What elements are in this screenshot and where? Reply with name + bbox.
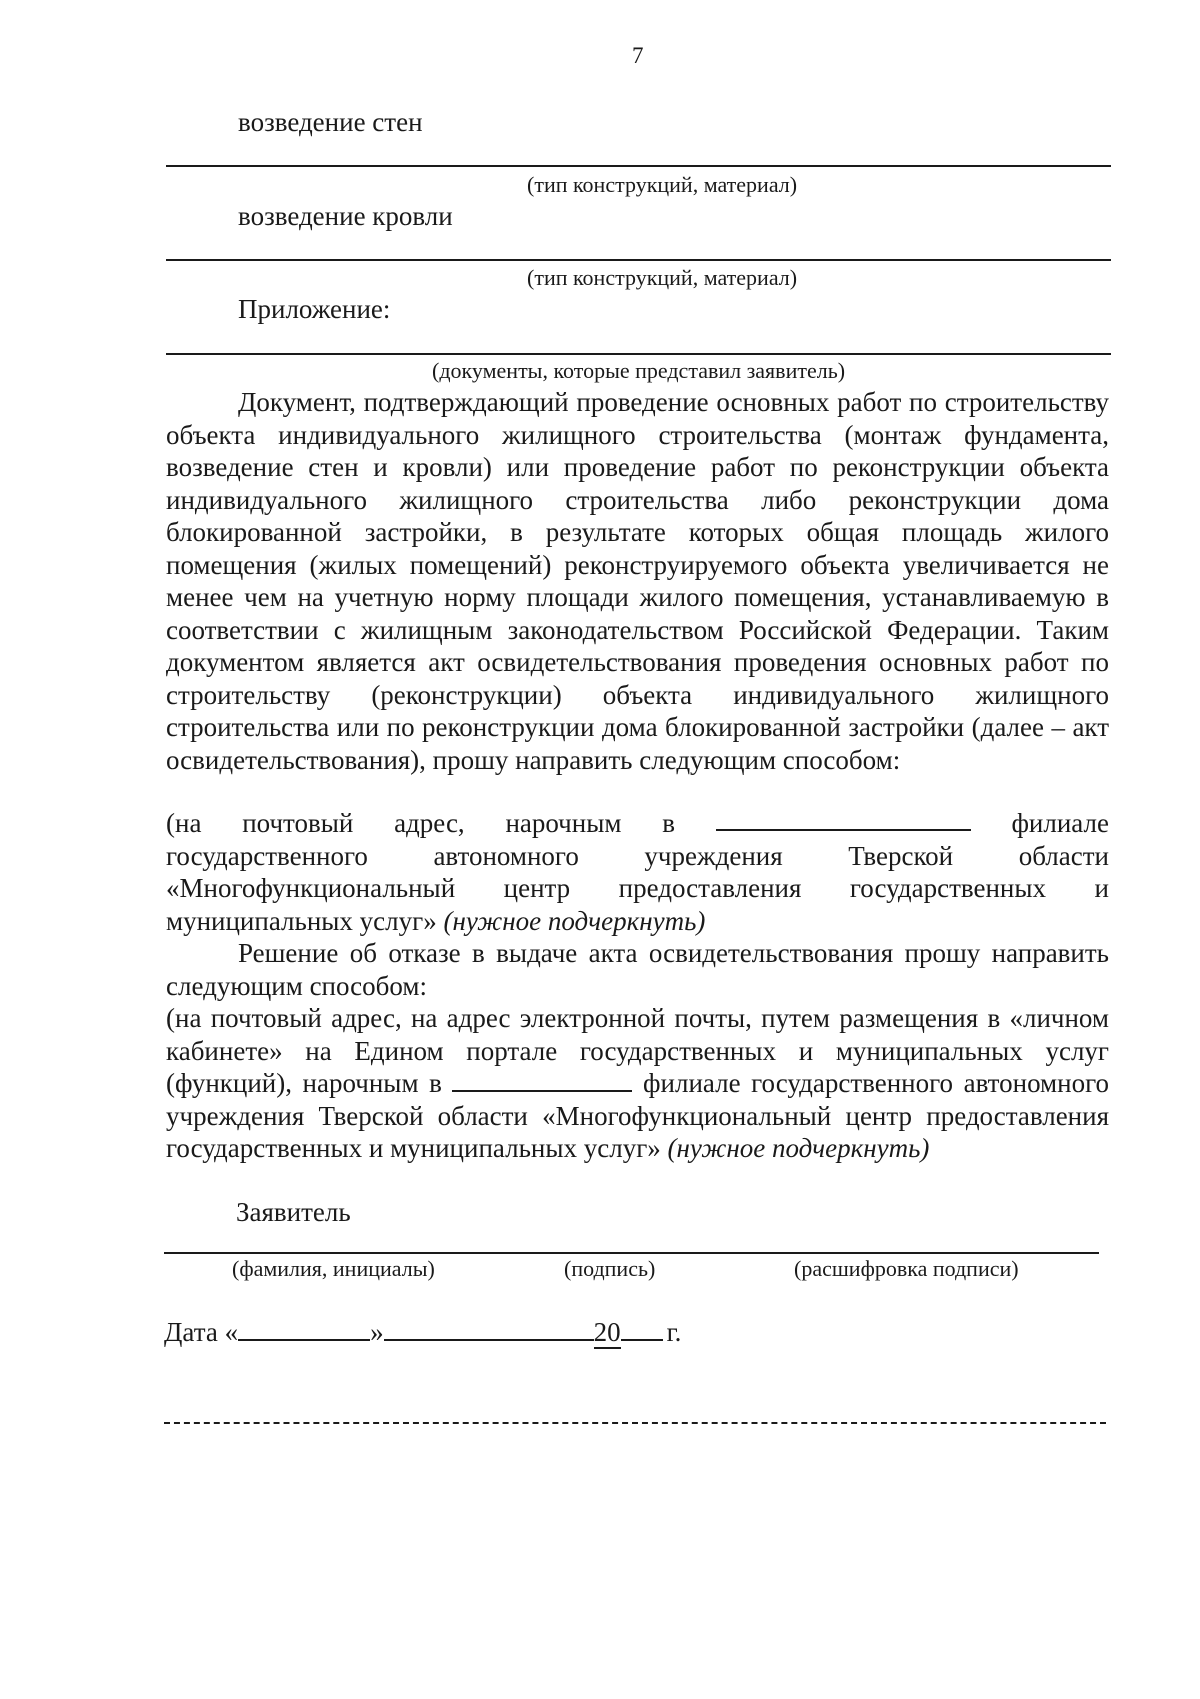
delivery-word: (на [166,808,202,838]
attachment-label: Приложение: [238,294,391,324]
delivery-word: Тверской [848,840,954,871]
attachment-blank-line [166,353,1111,355]
delivery-word: области [1018,840,1109,871]
main-paragraph: Документ, подтверждающий проведение основных работ по строительству объекта индивидуального жилищного строительства (монтаж фундамента, возведение стен и кровли) или проведение работ по реконструкции объекта индивидуального жилищного строительства либо реконструкции дома блокированной застройки, в результате которых общая площадь жилого помещения (жилых помещений) реконструируемого объекта увеличивается не менее чем на учетную норму площади жилого помещения, устанавливаемую в соответствии с жилищным законодательством Российской Федерации. Таким документом является акт освидетельствования проведения основных работ по строительству (реконструкции) объекта индивидуального жилищного строительства или по реконструкции дома блокированной застройки (далее – акт освидетельствования), прошу направить следующим способом: [166,387,1109,775]
delivery-word: центр [503,873,571,903]
roof-label: возведение кровли [238,201,453,231]
delivery-word: адрес, [394,808,465,838]
roof-caption: (тип конструкций, материал) [527,265,798,290]
delivery-word: в [662,808,675,838]
walls-blank-line [166,165,1111,167]
applicant-signature-caption: (подпись) [564,1256,656,1281]
refusal-options-part1: (на почтовый адрес, на адрес электронной почты, путем размещения в «личном кабинете» на Едином портале государственных и муниципальных услуг (функций), нарочным в [166,1003,1109,1098]
delivery-option [166,807,1109,937]
delivery-row-1 [166,807,1109,840]
delivery-word: и [1094,873,1109,903]
refusal-options [166,1002,1109,1165]
delivery-word: филиале [1011,808,1109,838]
applicant-label: Заявитель [236,1197,351,1227]
refusal-mfc-branch-blank [452,1068,632,1092]
refusal-options-part2: филиале государственного автономного учреждения Тверской области «Многофункциональный центр предоставления государственных и муниципальных услуг» [166,1068,1109,1163]
delivery-word: автономного [433,840,579,871]
cut-dashed-line [164,1422,1106,1424]
delivery-row-2 [166,840,1109,873]
refusal-paragraph: Решение об отказе в выдаче акта освидетельствования прошу направить следующим способом: [166,938,1109,1001]
delivery-row-4 [166,905,1109,938]
underline-note: (нужное подчеркнуть) [443,905,706,936]
walls-label: возведение стен [238,107,423,137]
mfc-branch-blank [716,807,971,831]
delivery-word: «Многофункциональный [166,873,456,903]
attachment-caption: (документы, которые представил заявитель) [432,358,846,383]
applicant-signature-line [164,1252,1099,1254]
delivery-word: учреждения [644,840,783,871]
delivery-row-4-text: муниципальных услуг» [166,905,437,936]
delivery-word: почтовый [242,808,354,838]
refusal-underline-note: (нужное подчеркнуть) [667,1133,930,1163]
month-blank [384,1317,594,1341]
date-row [164,1316,681,1348]
delivery-row-3 [166,872,1109,905]
year-suffix: г. [666,1317,682,1347]
date-label: Дата « [164,1317,239,1347]
applicant-decoding-caption: (расшифровка подписи) [794,1256,1019,1281]
roof-blank-line [166,259,1111,261]
day-blank [238,1317,370,1341]
walls-caption: (тип конструкций, материал) [527,172,798,197]
delivery-word: государственного [166,840,368,871]
date-quote-close: » [370,1317,384,1347]
applicant-name-caption: (фамилия, инициалы) [232,1256,435,1281]
delivery-word: нарочным [505,808,622,838]
year-prefix: 20 [593,1317,621,1347]
page-number: 7 [632,43,644,68]
delivery-word: предоставления [618,873,802,903]
year-blank [621,1317,663,1341]
delivery-word: государственных [849,873,1047,903]
